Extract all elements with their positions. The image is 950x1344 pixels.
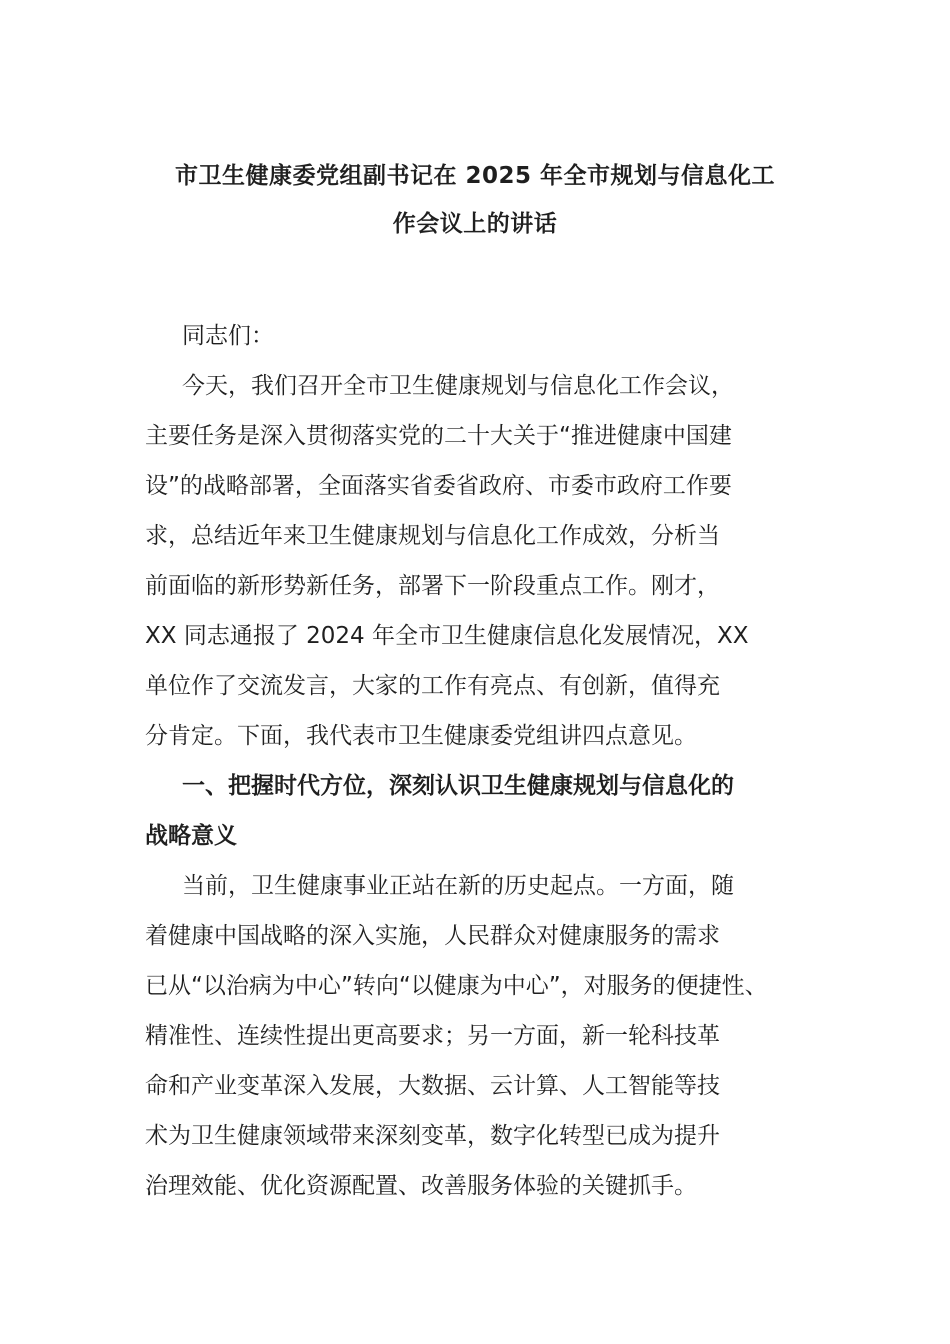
- paragraph-line: 当前，卫生健康事业正站在新的历史起点。一方面，随: [182, 873, 734, 899]
- paragraph-line: 着健康中国战略的深入实施，人民群众对健康服务的需求: [145, 923, 720, 949]
- paragraph-line: XX 同志通报了 2024 年全市卫生健康信息化发展情况，XX: [145, 623, 749, 649]
- paragraph-line: 求，总结近年来卫生健康规划与信息化工作成效，分析当: [145, 523, 720, 549]
- heading-line: 一、把握时代方位，深刻认识卫生健康规划与信息化的: [182, 773, 734, 799]
- paragraph-line: 命和产业变革深入发展，大数据、云计算、人工智能等技: [145, 1073, 720, 1099]
- section-heading-1: [145, 761, 810, 861]
- paragraph-opening: [145, 361, 810, 761]
- paragraph-line: 前面临的新形势新任务，部署下一阶段重点工作。刚才，: [145, 573, 720, 599]
- paragraph-line: 单位作了交流发言，大家的工作有亮点、有创新，值得充: [145, 673, 720, 699]
- paragraph-line: 分肯定。下面，我代表市卫生健康委党组讲四点意见。: [145, 723, 697, 749]
- heading-line: 战略意义: [145, 823, 237, 849]
- title-line: 市卫生健康委党组副书记在 2025 年全市规划与信息化工: [174, 163, 776, 189]
- paragraph-line: 术为卫生健康领域带来深刻变革，数字化转型已成为提升: [145, 1123, 720, 1149]
- document-body: [145, 311, 810, 1211]
- paragraph-line: 治理效能、优化资源配置、改善服务体验的关键抓手。: [145, 1173, 697, 1199]
- paragraph-line: 已从“以治病为中心”转向“以健康为中心”，对服务的便捷性、: [145, 973, 768, 999]
- paragraph-current-situation: [145, 861, 810, 1211]
- paragraph-line: 今天，我们召开全市卫生健康规划与信息化工作会议，: [182, 373, 734, 399]
- title-line: 作会议上的讲话: [392, 211, 558, 237]
- paragraph-line: 主要任务是深入贯彻落实党的二十大关于“推进健康中国建: [145, 423, 732, 449]
- salutation: 同志们：: [182, 323, 274, 349]
- document-title: [145, 152, 805, 248]
- paragraph-line: 精准性、连续性提出更高要求；另一方面，新一轮科技革: [145, 1023, 720, 1049]
- paragraph-line: 设”的战略部署，全面落实省委省政府、市委市政府工作要: [145, 473, 732, 499]
